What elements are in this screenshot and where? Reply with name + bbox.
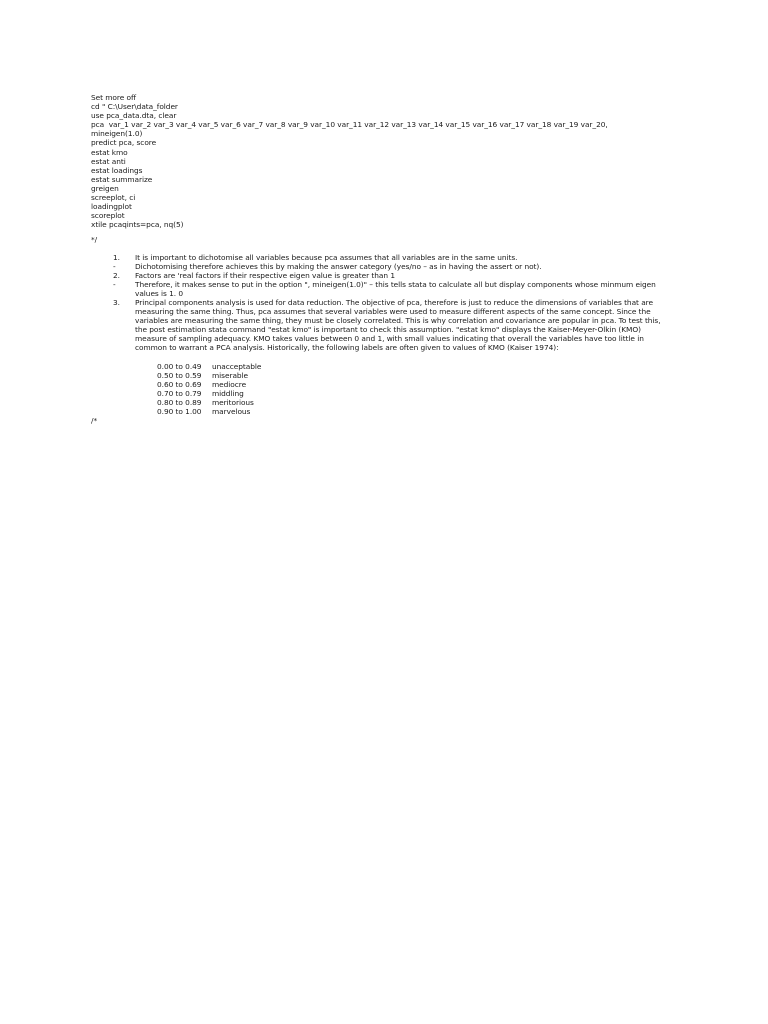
comment-open-marker: */ [91,235,98,245]
note-item [113,280,673,298]
note-text: Dichotomising therefore achieves this by making the answer category (yes/no – as in having the assert or not). [135,261,542,271]
code-line: greigen [91,183,119,193]
code-line: predict pca, score [91,138,157,148]
note-text: Factors are 'real factors if their respective eigen value is greater than 1 [135,270,395,280]
kmo-range: 0.60 to 0.69 [157,379,202,389]
note-item [113,262,673,271]
kmo-row [157,398,673,407]
note-text: Therefore, it makes sense to put in the option ", mineigen(1.0)" – this tells stata to calculate all but display components whose minmum eigen values is 1. 0 [135,279,656,298]
stata-code-block [91,93,691,229]
code-line: use pca_data.dta, clear [91,111,177,121]
code-line: loadingplot [91,202,132,212]
kmo-range: 0.80 to 0.89 [157,397,202,407]
kmo-range: 0.90 to 1.00 [157,407,202,416]
comment-close-marker: /* [91,416,98,426]
kmo-row [157,371,673,380]
kmo-row [157,407,673,416]
code-line: screeplot, ci [91,193,136,203]
kmo-label: meritorious [212,397,254,407]
kmo-label: marvelous [212,407,251,416]
kmo-range: 0.70 to 0.79 [157,388,202,398]
kmo-label: unacceptable [212,361,262,371]
note-item [113,271,673,280]
code-line: cd " C:\User\data_folder [91,102,178,112]
code-line: Set more off [91,93,137,102]
kmo-row [157,389,673,398]
code-line: estat kmo [91,147,128,157]
code-line: xtile pcaqints=pca, nq(5) [91,220,184,230]
note-text: Principal components analysis is used for data reduction. The objective of pca, therefore is just to reduce the dimensions of variables that are measuring the same thing. Thus, pca assumes that several variables were used to measure different aspects of the same concept. Since the variables are measuring the same thing, they must be closely correlated. This is why correlation and covariance are popular in pca. To test this, the post estimation stata command "estat kmo" is important to check this assumption. "estat kmo" displays the Kaiser-Meyer-Olkin (KMO) measure of sampling adequacy. KMO takes values between 0 and 1, with small values indicating that overall the variables have too little in common to warrant a PCA analysis. Historically, the following labels are often given to values of KMO (Kaiser 1974): [135,297,661,353]
note-text: It is important to dichotomise all variables because pca assumes that all variables are in the same units. [135,252,518,262]
code-line: estat loadings [91,165,143,175]
kmo-row [157,380,673,389]
kmo-range: 0.00 to 0.49 [157,361,202,371]
note-marker: 3. [113,297,120,307]
code-line: estat summarize [91,174,153,184]
kmo-labels-table [157,362,673,417]
note-marker: - [113,279,116,289]
kmo-label: miserable [212,370,249,380]
code-line: mineigen(1.0) [91,129,143,139]
document-body [91,93,691,425]
note-marker: 2. [113,270,120,280]
code-line: scoreplot [91,211,125,221]
kmo-label: middling [212,388,244,398]
kmo-label: mediocre [212,379,247,389]
note-marker: - [113,261,116,271]
note-item [113,253,673,262]
notes-list [113,253,673,417]
code-line: estat anti [91,156,126,166]
kmo-range: 0.50 to 0.59 [157,370,202,380]
note-item [113,298,673,353]
code-line: pca var_1 var_2 var_3 var_4 var_5 var_6 var_7 var_8 var_9 var_10 var_11 var_12 var_13 var_14 var_15 var_16 var_17 var_18 var_19 var_20, [91,120,608,130]
note-marker: 1. [113,252,120,262]
kmo-row [157,362,673,371]
